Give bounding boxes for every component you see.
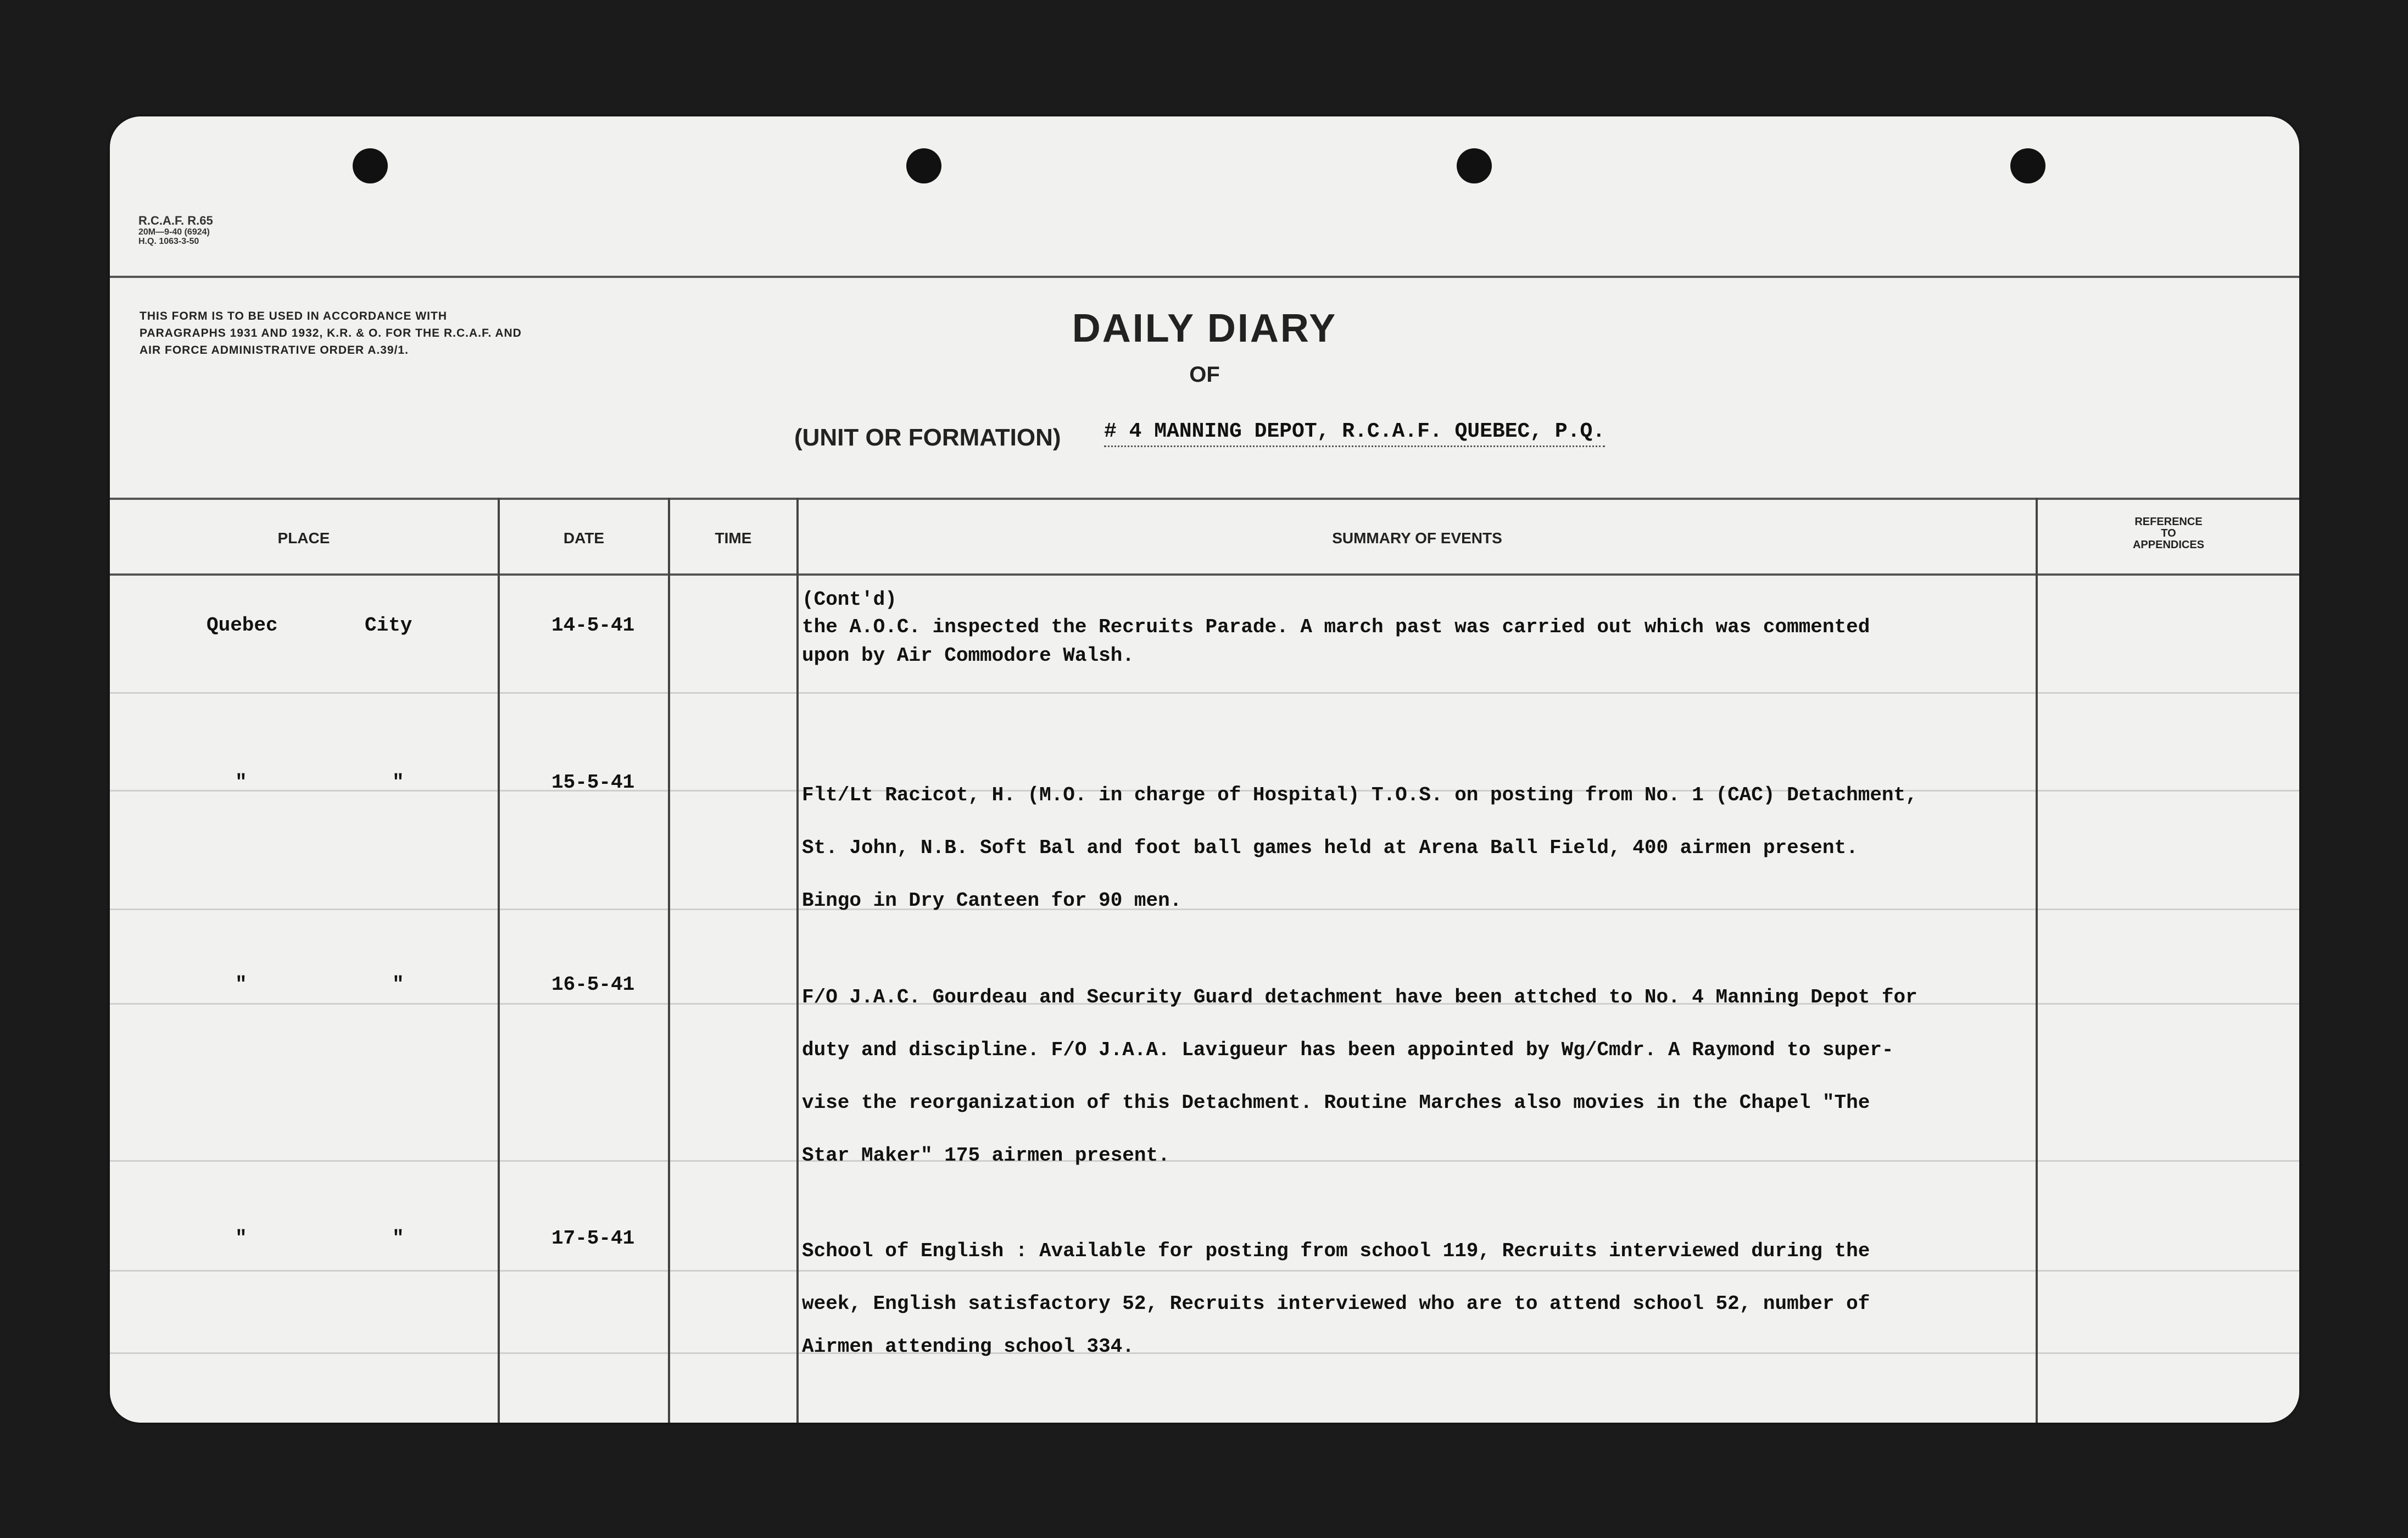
summary-line: (Cont'd): [802, 588, 897, 611]
form-number-block: [138, 214, 281, 246]
summary-line: St. John, N.B. Soft Bal and foot ball games held at Arena Ball Field, 400 airmen present.: [802, 837, 1858, 859]
print-code: 20M—9-40 (6924): [138, 227, 210, 237]
summary-line: vise the reorganization of this Detachment. Routine Marches also movies in the Chapel "The: [802, 1091, 1870, 1114]
entry-place: ": [392, 1227, 404, 1250]
entry-date: 16-5-41: [551, 973, 635, 996]
entry-place: Quebec: [207, 614, 278, 637]
column-divider: [498, 498, 500, 1423]
entry-place: ": [235, 973, 247, 996]
punch-hole: [906, 148, 941, 183]
form-instruction: THIS FORM IS TO BE USED IN ACCORDANCE WITH PARAGRAPHS 1931 AND 1932, K.R. & O. FOR THE R.C.A.F. AND AIR FORCE ADMINISTRATIVE ORDER A.39/1.: [140, 310, 522, 356]
reference-header-line: APPENDICES: [2132, 539, 2205, 551]
summary-line: upon by Air Commodore Walsh.: [802, 644, 1134, 667]
entry-summary: [802, 1225, 2032, 1363]
column-header-reference: [2038, 516, 2299, 551]
unit-value: # 4 MANNING DEPOT, R.C.A.F. QUEBEC, P.Q.: [1104, 420, 1605, 447]
punch-hole: [1457, 148, 1492, 183]
punch-hole: [2010, 148, 2045, 183]
entry-summary: [802, 586, 2032, 670]
entry-place: ": [392, 973, 404, 996]
column-divider: [796, 498, 799, 1423]
table-top-rule: [110, 498, 2299, 500]
print-code: H.Q. 1063-3-50: [138, 237, 199, 246]
diary-page: [110, 116, 2299, 1423]
unit-label: (UNIT OR FORMATION): [794, 424, 1061, 451]
entry-date: 15-5-41: [551, 771, 635, 794]
entry-place: ": [235, 1227, 247, 1250]
entry-summary: [802, 971, 2032, 1182]
summary-line: Bingo in Dry Canteen for 90 men.: [802, 889, 1182, 912]
column-header-place: PLACE: [277, 530, 330, 547]
summary-line: Star Maker" 175 airmen present.: [802, 1144, 1170, 1167]
title-of: OF: [1189, 363, 1220, 387]
summary-line: Flt/Lt Racicot, H. (M.O. in charge of Hospital) T.O.S. on posting from No. 1 (CAC) Detachment,: [802, 784, 1918, 806]
ruled-line: [110, 692, 2299, 694]
entry-place: City: [365, 614, 413, 637]
reference-header-line: REFERENCE: [2134, 516, 2203, 528]
column-header-date: DATE: [563, 530, 605, 547]
column-divider: [668, 498, 670, 1423]
column-header-summary: SUMMARY OF EVENTS: [1332, 530, 1502, 547]
summary-line: the A.O.C. inspected the Recruits Parade. A march past was carried out which was commented: [802, 616, 1870, 638]
entry-date: 17-5-41: [551, 1227, 635, 1250]
table-header-rule: [110, 573, 2299, 576]
summary-line: F/O J.A.C. Gourdeau and Security Guard detachment have been attched to No. 4 Manning Depot for: [802, 986, 1918, 1008]
reference-header-line: TO: [2161, 527, 2176, 539]
entry-date: 14-5-41: [551, 614, 635, 637]
summary-line: week, English satisfactory 52, Recruits interviewed who are to attend school 52, number of: [802, 1292, 1870, 1315]
entry-place: ": [392, 771, 404, 794]
entry-summary: [802, 769, 2032, 927]
page-title: DAILY DIARY: [1072, 307, 1337, 350]
column-divider: [2036, 498, 2038, 1423]
summary-line: School of English : Available for posting from school 119, Recruits interviewed during the: [802, 1240, 1870, 1262]
column-header-time: TIME: [715, 530, 752, 547]
entry-place: ": [235, 771, 247, 794]
summary-line: duty and discipline. F/O J.A.A. Lavigueur has been appointed by Wg/Cmdr. A Raymond to super-: [802, 1039, 1894, 1061]
summary-line: Airmen attending school 334.: [802, 1335, 1134, 1358]
header-rule: [110, 276, 2299, 278]
form-number: R.C.A.F. R.65: [138, 214, 213, 227]
punch-hole: [353, 148, 388, 183]
